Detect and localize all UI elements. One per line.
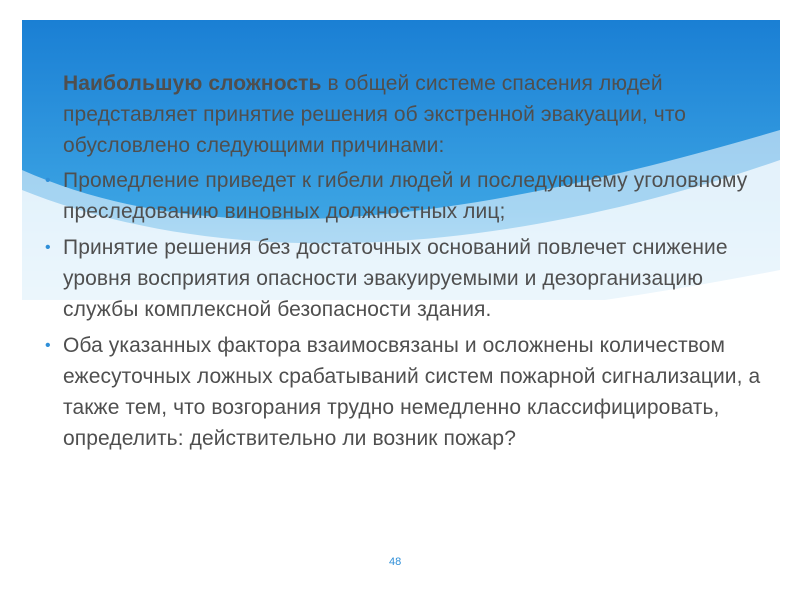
- bullet-icon: •: [45, 172, 51, 189]
- page-number: 48: [389, 556, 402, 568]
- intro-text: в общей системе спасения людей представляет принятие решения об экстренной эвакуации, что обусловлено следующими причинами:: [63, 72, 687, 157]
- bullet-list: [45, 165, 775, 454]
- intro-paragraph: [45, 68, 775, 161]
- slide-body: [45, 68, 775, 459]
- bullet-icon: •: [45, 239, 51, 256]
- list-item: [45, 165, 775, 227]
- list-item: [45, 232, 775, 325]
- list-item-text: Промедление приведет к гибели людей и последующему уголовному преследованию виновных должностных лиц;: [63, 169, 748, 223]
- list-item: [45, 330, 775, 454]
- list-item-text: Оба указанных фактора взаимосвязаны и осложнены количеством ежесуточных ложных срабатываний систем пожарной сигнализации, а также тем, что возгорания трудно немедленно классифицировать, определить: действительно ли возник пожар?: [63, 334, 761, 450]
- list-item-text: Принятие решения без достаточных оснований повлечет снижение уровня восприятия опасности эвакуируемыми и дезорганизацию службы комплексной безопасности здания.: [63, 236, 728, 321]
- bullet-icon: •: [45, 337, 51, 354]
- intro-bold-text: Наибольшую сложность: [63, 72, 322, 95]
